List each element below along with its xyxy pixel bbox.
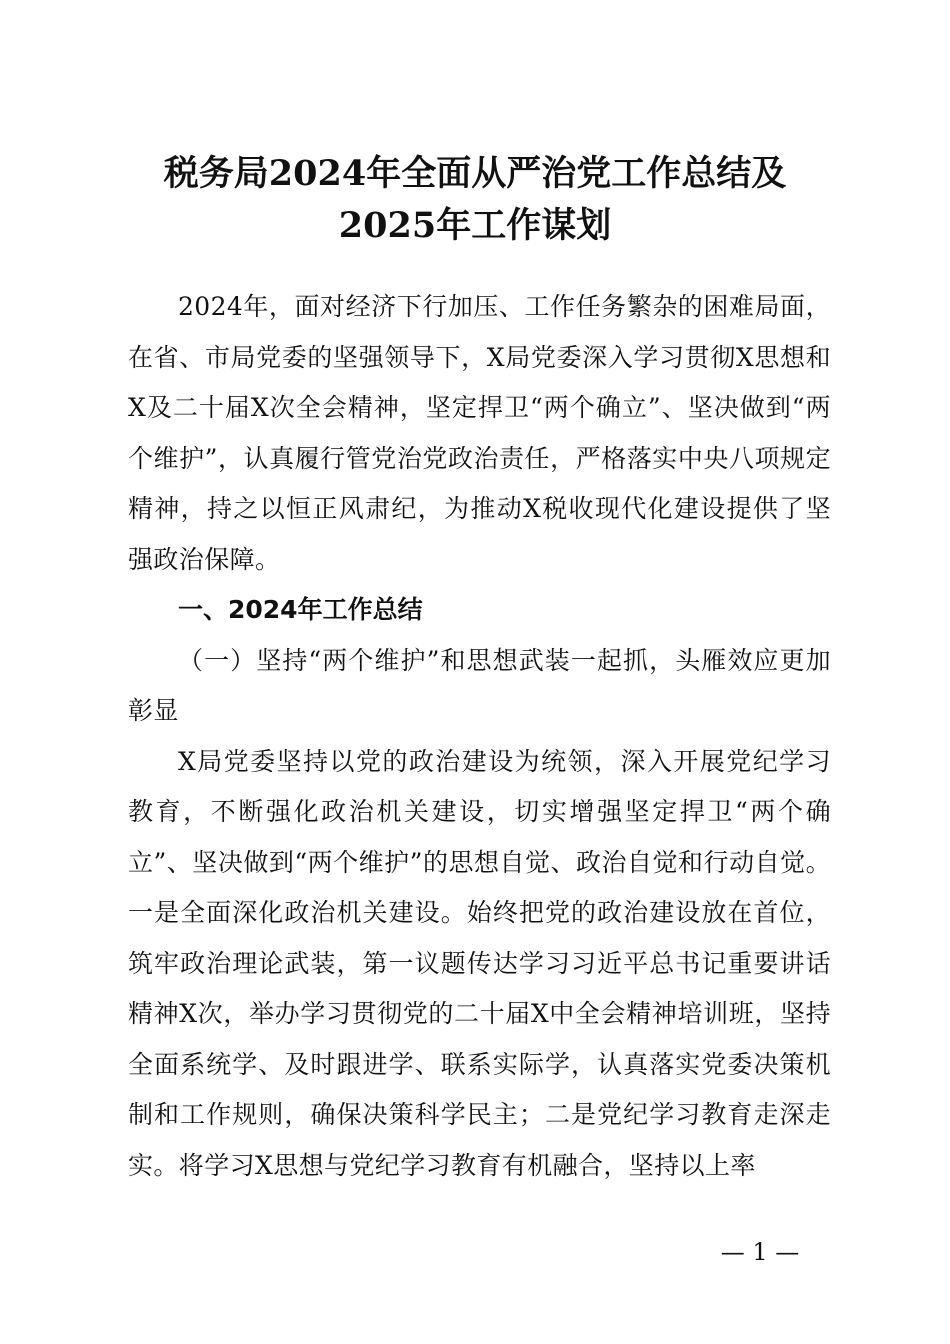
intro-paragraph: 2024年，面对经济下行加压、工作任务繁杂的困难局面，在省、市局党委的坚强领导下，X局党委深入学习贯彻X思想和X及二十届X次全会精神，坚定捍卫“两个确立”、坚决做到“两个维护”，认真履行管党治党政治责任，严格落实中央八项规定精神，持之以恒正风肃纪，为推动X税收现代化建设提供了坚强政治保障。 (128, 292, 831, 574)
document-body (128, 282, 831, 1191)
page-number: — 1 — (720, 1238, 800, 1266)
subsection-heading: （一）坚持“两个维护”和思想武装一起抓，头雁效应更加彰显 (128, 645, 831, 725)
document-title: 税务局2024年全面从严治党工作总结及2025年工作谋划 (163, 153, 787, 246)
section-heading: 一、2024年工作总结 (178, 595, 423, 624)
body-paragraph: X局党委坚持以党的政治建设为统领，深入开展党纪学习教育，不断强化政治机关建设，切实增强坚定捍卫“两个确立”、坚决做到“两个维护”的思想自觉、政治自觉和行动自觉。一是全面深化政治机关建设。始终把党的政治建设放在首位，筑牢政治理论武装，第一议题传达学习习近平总书记重要讲话精神X次，举办学习贯彻党的二十届X中全会精神培训班，坚持全面系统学、及时跟进学、联系实际学，认真落实党委决策机制和工作规则，确保决策科学民主；二是党纪学习教育走深走实。将学习X思想与党纪学习教育有机融合，坚持以上率 (128, 746, 831, 1180)
